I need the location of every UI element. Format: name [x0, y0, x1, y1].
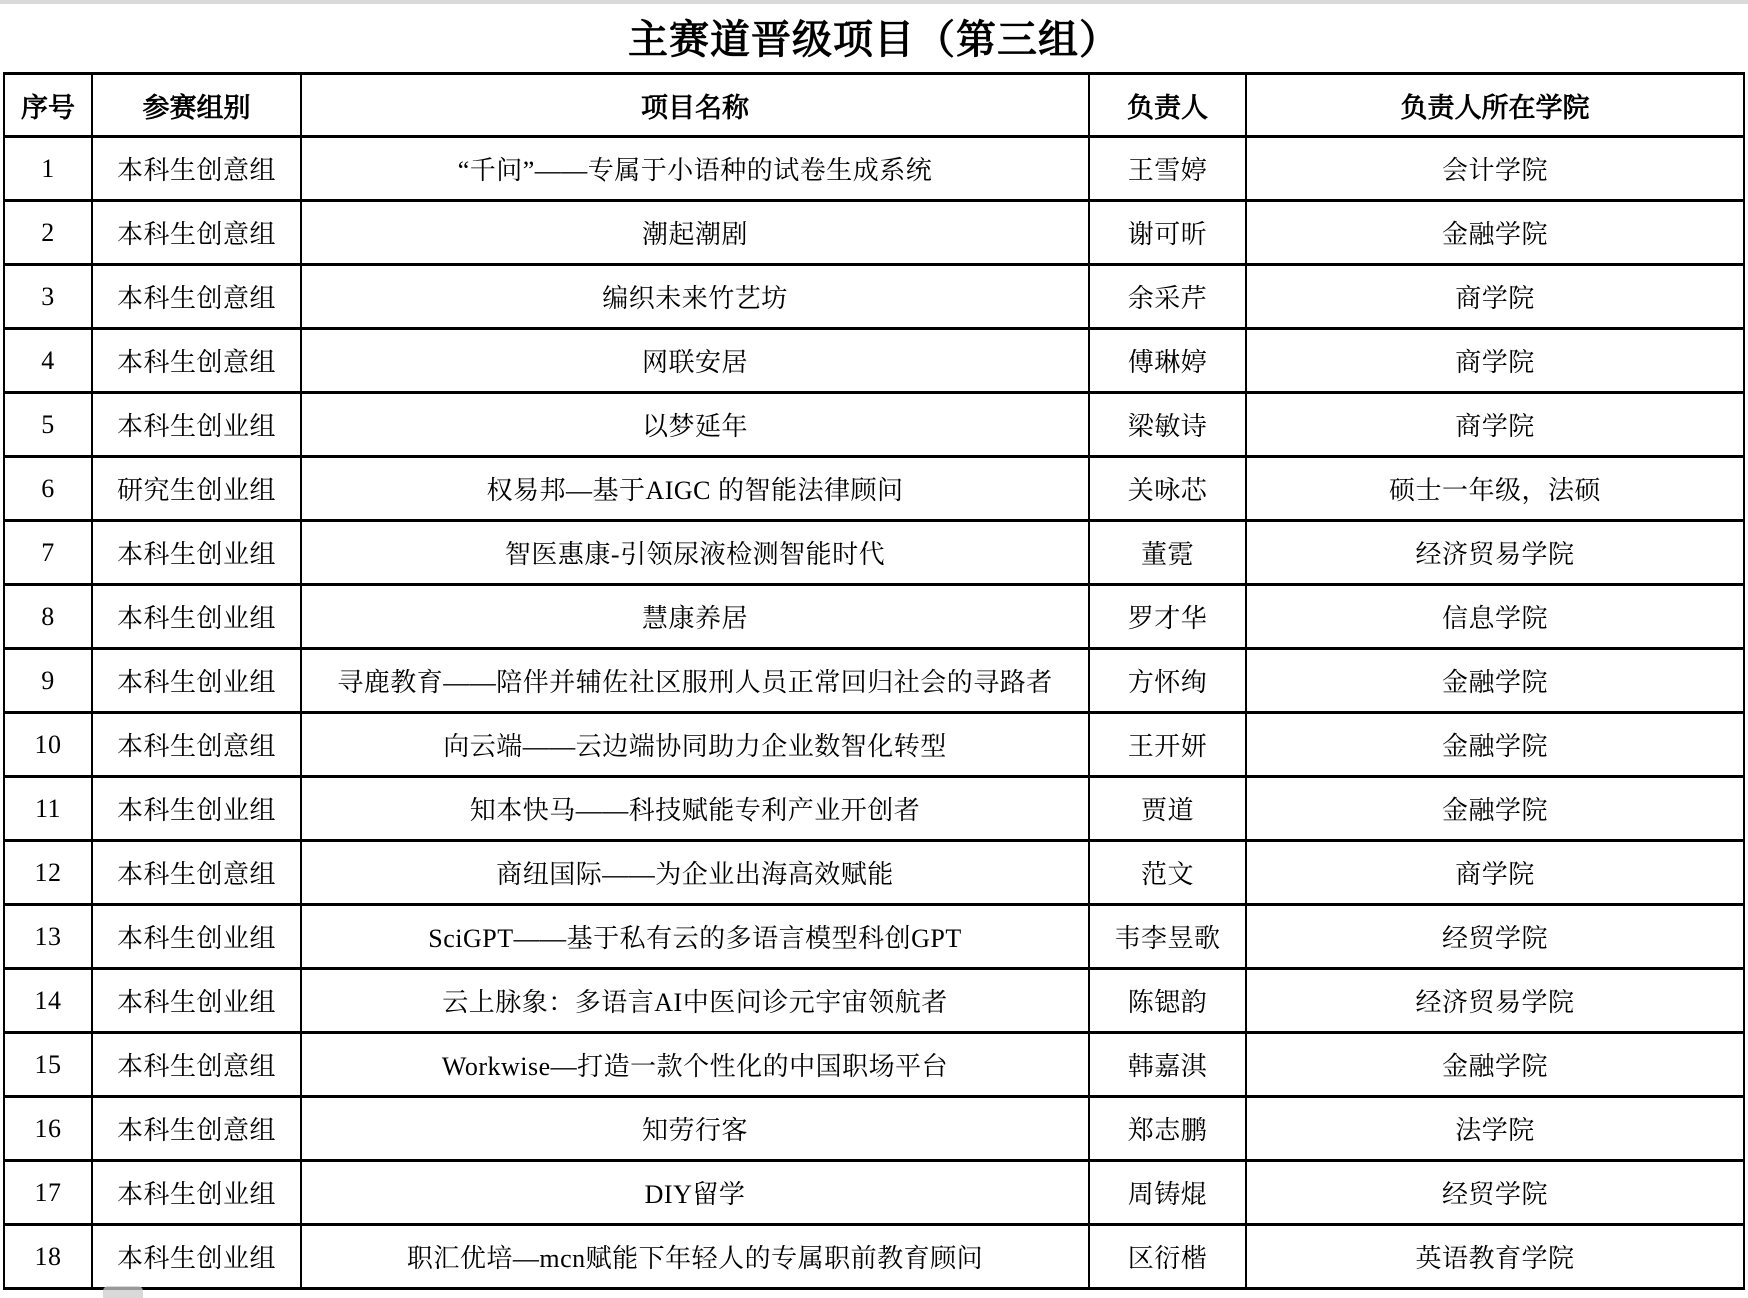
cell-college: 经贸学院 — [1246, 905, 1744, 969]
cell-leader: 关咏芯 — [1089, 457, 1246, 521]
cell-group: 本科生创业组 — [92, 969, 301, 1033]
cell-leader: 王雪婷 — [1089, 137, 1246, 201]
cell-college: 金融学院 — [1246, 1033, 1744, 1097]
cell-college: 金融学院 — [1246, 777, 1744, 841]
cell-project: 智医惠康-引领尿液检测智能时代 — [301, 521, 1089, 585]
cell-index: 16 — [4, 1097, 92, 1161]
column-header-group: 参赛组别 — [92, 74, 301, 137]
cell-leader: 余采芹 — [1089, 265, 1246, 329]
cell-project: DIY留学 — [301, 1161, 1089, 1225]
cell-leader: 谢可昕 — [1089, 201, 1246, 265]
cell-college: 会计学院 — [1246, 137, 1744, 201]
projects-table — [3, 72, 1745, 1290]
cell-index: 7 — [4, 521, 92, 585]
cell-college: 法学院 — [1246, 1097, 1744, 1161]
table-row — [4, 713, 1744, 777]
table-row — [4, 329, 1744, 393]
cell-leader: 陈锶韵 — [1089, 969, 1246, 1033]
table-row — [4, 1161, 1744, 1225]
cell-group: 本科生创意组 — [92, 201, 301, 265]
cell-index: 13 — [4, 905, 92, 969]
cell-project: 向云端——云边端协同助力企业数智化转型 — [301, 713, 1089, 777]
cell-project: Workwise—打造一款个性化的中国职场平台 — [301, 1033, 1089, 1097]
cell-college: 金融学院 — [1246, 201, 1744, 265]
cell-leader: 方怀绚 — [1089, 649, 1246, 713]
cell-index: 18 — [4, 1225, 92, 1289]
table-row — [4, 905, 1744, 969]
cell-group: 本科生创意组 — [92, 1033, 301, 1097]
cell-index: 1 — [4, 137, 92, 201]
cell-project: 云上脉象：多语言AI中医问诊元宇宙领航者 — [301, 969, 1089, 1033]
cell-project: “千问”——专属于小语种的试卷生成系统 — [301, 137, 1089, 201]
cell-group: 本科生创意组 — [92, 841, 301, 905]
table-row — [4, 649, 1744, 713]
cell-index: 15 — [4, 1033, 92, 1097]
cell-college: 经济贸易学院 — [1246, 521, 1744, 585]
column-header-project: 项目名称 — [301, 74, 1089, 137]
cell-college: 商学院 — [1246, 841, 1744, 905]
cell-college: 信息学院 — [1246, 585, 1744, 649]
table-row — [4, 137, 1744, 201]
cell-project: 潮起潮剧 — [301, 201, 1089, 265]
cell-college: 经贸学院 — [1246, 1161, 1744, 1225]
cell-group: 本科生创业组 — [92, 585, 301, 649]
table-row — [4, 777, 1744, 841]
cell-group: 研究生创业组 — [92, 457, 301, 521]
cell-group: 本科生创业组 — [92, 905, 301, 969]
table-row — [4, 841, 1744, 905]
table-header-row — [4, 74, 1744, 137]
cell-leader: 郑志鹏 — [1089, 1097, 1246, 1161]
cell-index: 5 — [4, 393, 92, 457]
cell-leader: 梁敏诗 — [1089, 393, 1246, 457]
cell-college: 经济贸易学院 — [1246, 969, 1744, 1033]
cell-group: 本科生创意组 — [92, 137, 301, 201]
cell-group: 本科生创意组 — [92, 265, 301, 329]
table-row — [4, 393, 1744, 457]
table-row — [4, 1097, 1744, 1161]
column-header-leader: 负责人 — [1089, 74, 1246, 137]
page-title: 主赛道晋级项目（第三组） — [628, 17, 1120, 62]
bottom-left-artifact — [103, 1286, 143, 1298]
table-row — [4, 521, 1744, 585]
cell-college: 金融学院 — [1246, 713, 1744, 777]
table-row — [4, 1033, 1744, 1097]
cell-project: 知本快马——科技赋能专利产业开创者 — [301, 777, 1089, 841]
table-row — [4, 201, 1744, 265]
cell-group: 本科生创业组 — [92, 1161, 301, 1225]
cell-project: 慧康养居 — [301, 585, 1089, 649]
column-header-college: 负责人所在学院 — [1246, 74, 1744, 137]
cell-group: 本科生创意组 — [92, 1097, 301, 1161]
cell-college: 硕士一年级，法硕 — [1246, 457, 1744, 521]
cell-college: 商学院 — [1246, 393, 1744, 457]
cell-index: 10 — [4, 713, 92, 777]
column-header-index: 序号 — [4, 74, 92, 137]
cell-group: 本科生创意组 — [92, 713, 301, 777]
cell-group: 本科生创业组 — [92, 521, 301, 585]
cell-leader: 傅琳婷 — [1089, 329, 1246, 393]
cell-leader: 韩嘉淇 — [1089, 1033, 1246, 1097]
cell-college: 金融学院 — [1246, 649, 1744, 713]
table-row — [4, 969, 1744, 1033]
cell-leader: 周铸焜 — [1089, 1161, 1246, 1225]
cell-project: 以梦延年 — [301, 393, 1089, 457]
cell-leader: 区衍楷 — [1089, 1225, 1246, 1289]
cell-leader: 范文 — [1089, 841, 1246, 905]
cell-group: 本科生创业组 — [92, 1225, 301, 1289]
top-edge-strip — [0, 0, 1748, 4]
cell-college: 商学院 — [1246, 265, 1744, 329]
cell-leader: 贾道 — [1089, 777, 1246, 841]
cell-project: 网联安居 — [301, 329, 1089, 393]
cell-group: 本科生创业组 — [92, 777, 301, 841]
table-row — [4, 457, 1744, 521]
table-row — [4, 1225, 1744, 1289]
cell-college: 商学院 — [1246, 329, 1744, 393]
cell-project: 商纽国际——为企业出海高效赋能 — [301, 841, 1089, 905]
cell-index: 4 — [4, 329, 92, 393]
cell-project: 编织未来竹艺坊 — [301, 265, 1089, 329]
cell-index: 12 — [4, 841, 92, 905]
table-row — [4, 585, 1744, 649]
cell-project: 权易邦—基于AIGC 的智能法律顾问 — [301, 457, 1089, 521]
cell-group: 本科生创意组 — [92, 329, 301, 393]
cell-group: 本科生创业组 — [92, 649, 301, 713]
cell-college: 英语教育学院 — [1246, 1225, 1744, 1289]
table-row — [4, 265, 1744, 329]
cell-index: 2 — [4, 201, 92, 265]
cell-index: 6 — [4, 457, 92, 521]
cell-index: 9 — [4, 649, 92, 713]
cell-index: 11 — [4, 777, 92, 841]
cell-index: 8 — [4, 585, 92, 649]
cell-index: 3 — [4, 265, 92, 329]
cell-project: 寻鹿教育——陪伴并辅佐社区服刑人员正常回归社会的寻路者 — [301, 649, 1089, 713]
cell-leader: 董霓 — [1089, 521, 1246, 585]
cell-project: 职汇优培—mcn赋能下年轻人的专属职前教育顾问 — [301, 1225, 1089, 1289]
cell-index: 14 — [4, 969, 92, 1033]
cell-leader: 王开妍 — [1089, 713, 1246, 777]
cell-index: 17 — [4, 1161, 92, 1225]
cell-leader: 罗才华 — [1089, 585, 1246, 649]
cell-leader: 韦李昱歌 — [1089, 905, 1246, 969]
cell-project: 知劳行客 — [301, 1097, 1089, 1161]
cell-group: 本科生创业组 — [92, 393, 301, 457]
cell-project: SciGPT——基于私有云的多语言模型科创GPT — [301, 905, 1089, 969]
